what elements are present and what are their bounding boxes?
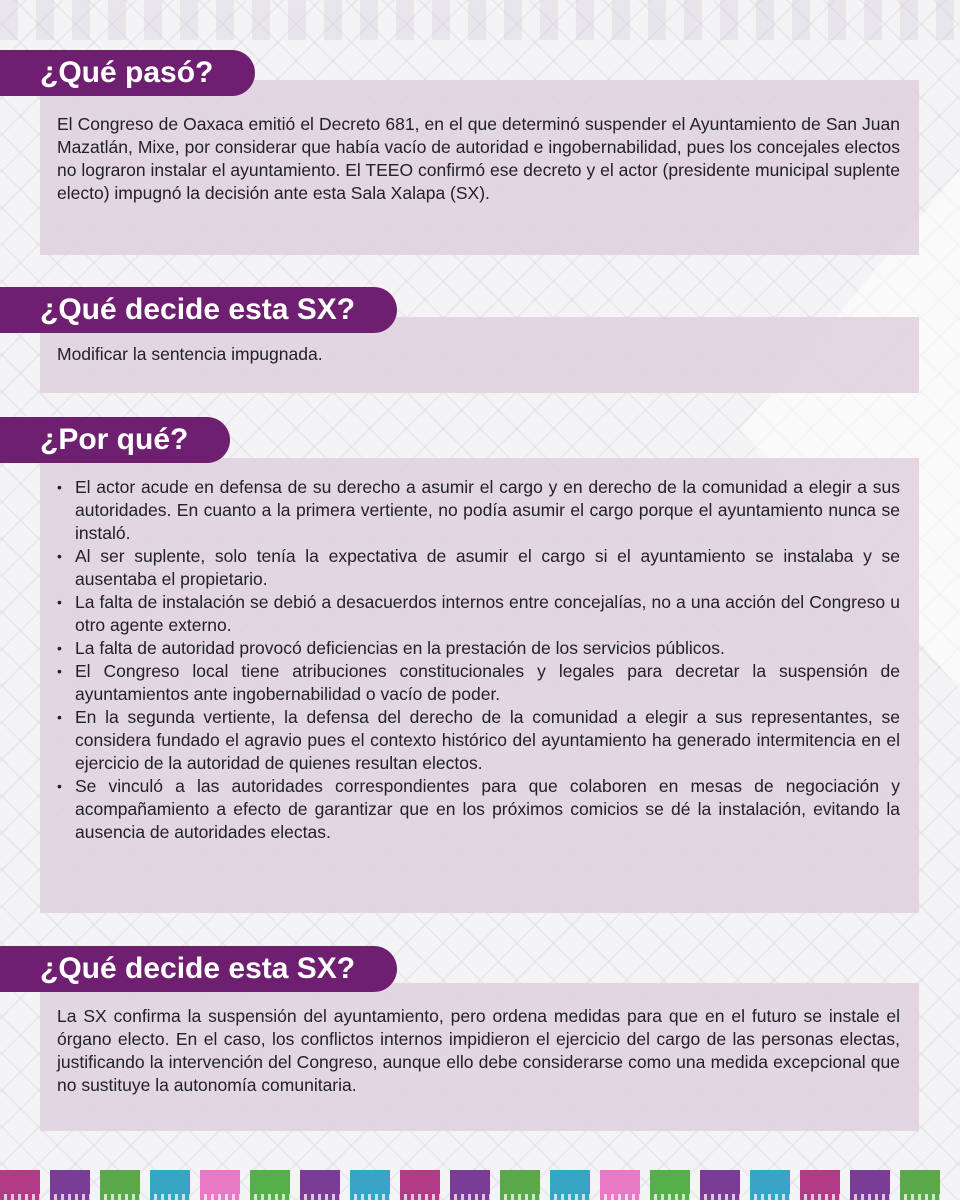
- papel-picado-flag: [150, 1170, 190, 1200]
- section-title-que-decide-final: ¿Qué decide esta SX?: [0, 946, 397, 992]
- papel-picado-flag: [550, 1170, 590, 1200]
- reasons-list: [57, 476, 900, 844]
- papel-picado-flag: [750, 1170, 790, 1200]
- papel-picado-flag: [650, 1170, 690, 1200]
- papel-picado-flag: [500, 1170, 540, 1200]
- que-paso-text: El Congreso de Oaxaca emitió el Decreto 681, en el que determinó suspender el Ayuntamiento de San Juan Mazatlán, Mixe, por considerar que había vacío de autoridad e ingobernabilidad, pues los concejales electos no lograron instalar el ayuntamiento. El TEEO confirmó ese decreto y el actor (presidente municipal suplente electo) impugnó la decisión ante esta Sala Xalapa (SX).: [57, 114, 900, 203]
- panel-que-paso: [40, 80, 919, 255]
- papel-picado-flag: [800, 1170, 840, 1200]
- papel-picado-flag: [400, 1170, 440, 1200]
- list-item: • En la segunda vertiente, la defensa del derecho de la comunidad a elegir a sus representantes, se considera fundado el agravio pues el contexto histórico del ayuntamiento ha generado intermitencia en el ejercicio de la autoridad de quienes resultan electos.: [57, 706, 900, 775]
- list-item: • El Congreso local tiene atribuciones constitucionales y legales para decretar la suspensión de ayuntamientos ante ingobernabilidad o vacío de poder.: [57, 660, 900, 706]
- papel-picado-flag: [50, 1170, 90, 1200]
- papel-picado-flag: [700, 1170, 740, 1200]
- section-title-que-decide: ¿Qué decide esta SX?: [0, 287, 397, 333]
- que-decide-final-text: La SX confirma la suspensión del ayuntamiento, pero ordena medidas para que en el futuro se instale el órgano electo. En el caso, los conflictos internos impidieron el ejercicio del cargo de las personas electas, justificando la intervención del Congreso, aunque ello debe considerarse como una medida excepcional que no sustituye la autonomía comunitaria.: [57, 1006, 900, 1095]
- section-title-que-paso: ¿Qué pasó?: [0, 50, 255, 96]
- list-item: • El actor acude en defensa de su derecho a asumir el cargo y en derecho de la comunidad a elegir a sus autoridades. En cuanto a la primera vertiente, no podía asumir el cargo porque el ayuntamiento nunca se instaló.: [57, 476, 900, 545]
- papel-picado-footer: [0, 1170, 960, 1200]
- papel-picado-flag: [850, 1170, 890, 1200]
- panel-por-que: [40, 458, 919, 913]
- papel-picado-flag: [200, 1170, 240, 1200]
- papel-picado-flag: [0, 1170, 40, 1200]
- list-item: • Se vinculó a las autoridades correspondientes para que colaboren en mesas de negociación y acompañamiento a efecto de garantizar que en los próximos comicios se dé la instalación, evitando la ausencia de autoridades electas.: [57, 775, 900, 844]
- que-decide-text: Modificar la sentencia impugnada.: [57, 344, 323, 364]
- panel-que-decide-final: [40, 983, 919, 1131]
- list-item: • La falta de instalación se debió a desacuerdos internos entre concejalías, no a una acción del Congreso u otro agente externo.: [57, 591, 900, 637]
- papel-picado-flag: [250, 1170, 290, 1200]
- section-title-por-que: ¿Por qué?: [0, 417, 230, 463]
- list-item: • La falta de autoridad provocó deficiencias en la prestación de los servicios públicos.: [57, 637, 900, 660]
- papel-picado-flag: [350, 1170, 390, 1200]
- list-item: • Al ser suplente, solo tenía la expectativa de asumir el cargo si el ayuntamiento se instalaba y se ausentaba el propietario.: [57, 545, 900, 591]
- decorative-pattern-top: [0, 0, 960, 40]
- papel-picado-flag: [100, 1170, 140, 1200]
- papel-picado-flag: [900, 1170, 940, 1200]
- papel-picado-flag: [300, 1170, 340, 1200]
- papel-picado-flag: [450, 1170, 490, 1200]
- papel-picado-flag: [600, 1170, 640, 1200]
